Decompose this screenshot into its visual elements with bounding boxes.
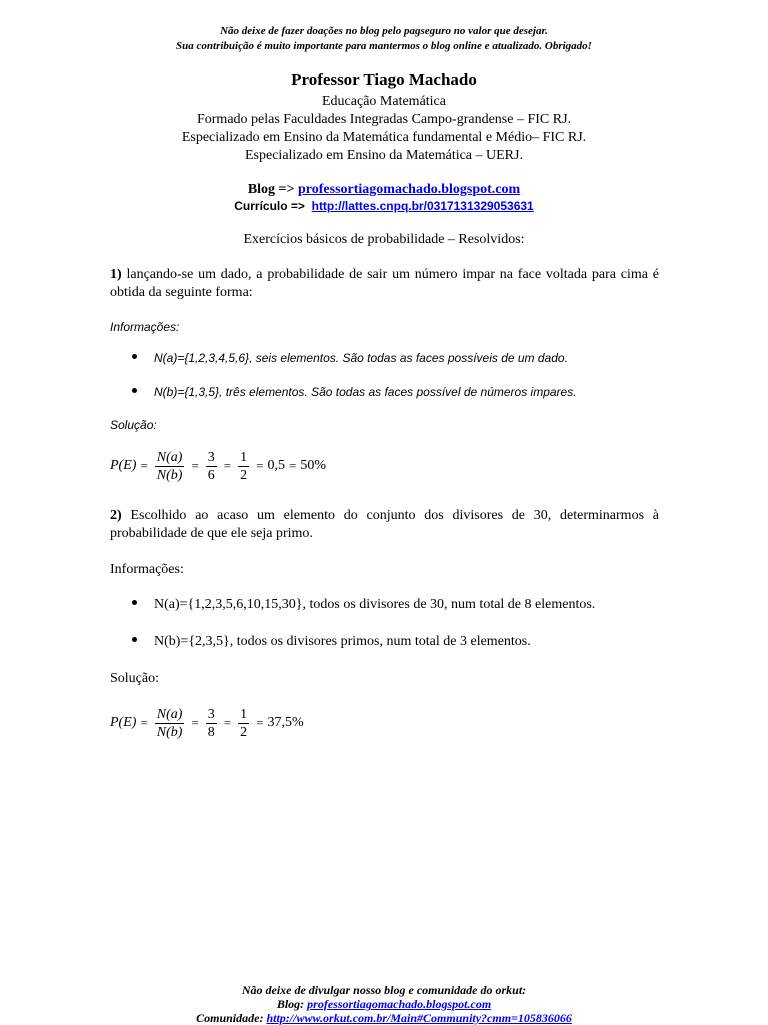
blog-link-row xyxy=(0,181,768,198)
fraction-denominator: 2 xyxy=(240,724,248,740)
exercise-2-bullet-2 xyxy=(132,634,672,650)
exercise-2-info-label: Informações: xyxy=(110,562,184,577)
author-name: Professor Tiago Machado xyxy=(291,70,477,89)
formula-decimal: 0,5 xyxy=(267,458,285,473)
fraction-3-6 xyxy=(206,449,217,484)
fraction-denominator: 2 xyxy=(240,467,248,483)
fraction-denominator: N(b) xyxy=(156,467,183,483)
bullet-icon xyxy=(132,600,137,605)
author-line-2: Formado pelas Faculdades Integradas Campo-grandense – FIC RJ. xyxy=(196,112,572,127)
exercise-2-bullet-1-text: N(a)={1,2,3,5,6,10,15,30}, todos os divisores de 30, num total de 8 elementos. xyxy=(154,597,596,612)
blog-link[interactable]: professortiagomachado.blogspot.com xyxy=(298,182,521,197)
fraction-numerator: N(a) xyxy=(156,706,183,722)
fraction-denominator: 6 xyxy=(207,467,215,483)
equals-sign: = xyxy=(191,458,199,473)
fraction-na-nb xyxy=(155,706,185,741)
equals-sign: = xyxy=(223,715,232,730)
cv-label: Currículo => xyxy=(234,199,305,213)
exercise-1-statement xyxy=(110,266,659,302)
author-line-1: Educação Matemática xyxy=(322,94,446,109)
donation-note-line-2: Sua contribuição é muito importante para mantermos o blog online e atualizado. Obrigado! xyxy=(176,40,592,52)
exercise-1-bullet-2-text: N(b)={1,3,5}, três elementos. São todas as faces possível de números impares. xyxy=(154,385,577,399)
footer-blog-link[interactable]: professortiagomachado.blogspot.com xyxy=(307,997,492,1011)
donation-note-line-1: Não deixe de fazer doações no blog pelo pagseguro no valor que desejar. xyxy=(220,25,548,37)
page-subtitle: Exercícios básicos de probabilidade – Resolvidos: xyxy=(243,232,525,247)
exercise-2-solution-label: Solução: xyxy=(110,671,159,686)
fraction-numerator: 3 xyxy=(207,449,215,465)
footer-blog-label: Blog: xyxy=(276,997,305,1011)
bullet-icon xyxy=(132,637,137,642)
footer-community-row xyxy=(0,1011,768,1025)
blog-label: Blog => xyxy=(247,182,295,197)
fraction-1-2 xyxy=(238,706,249,741)
footer-community-link[interactable]: http://www.orkut.com.br/Main#Community?cmm=105836066 xyxy=(266,1011,572,1025)
equals-sign: = xyxy=(223,458,232,473)
exercise-2-statement xyxy=(110,507,659,543)
equals-sign: = xyxy=(140,458,148,473)
exercise-1-text: lançando-se um dado, a probabilidade de sair um número impar na face voltada para cima é obtida da seguinte forma: xyxy=(110,267,659,300)
exercise-1-formula xyxy=(110,444,326,488)
footer-community-label: Comunidade: xyxy=(196,1011,264,1025)
equals-sign: = xyxy=(191,715,199,730)
author-line-4: Especializado em Ensino da Matemática – UERJ. xyxy=(245,148,523,163)
fraction-1-2 xyxy=(238,449,249,484)
exercise-1-info-label: Informações: xyxy=(110,320,180,334)
exercise-2-number: 2) xyxy=(110,508,122,523)
fraction-numerator: 1 xyxy=(240,706,248,722)
donation-note xyxy=(0,24,768,54)
page-footer xyxy=(0,983,768,1025)
bullet-icon xyxy=(132,354,137,359)
formula-lhs: P(E) xyxy=(110,715,137,730)
formula-percent: 37,5% xyxy=(267,715,304,730)
bullet-icon xyxy=(132,388,137,393)
exercise-2-text: Escolhido ao acaso um elemento do conjunto dos divisores de 30, determinarmos à probabilidade de que ele seja primo. xyxy=(110,508,660,541)
author-header xyxy=(0,69,768,165)
exercise-1-bullet-1 xyxy=(132,351,672,365)
author-links xyxy=(0,181,768,214)
exercise-1-bullet-1-text: N(a)={1,2,3,4,5,6}, seis elementos. São todas as faces possíveis de um dado. xyxy=(154,351,568,365)
author-line-3: Especializado em Ensino da Matemática fundamental e Médio– FIC RJ. xyxy=(181,130,587,145)
equals-sign: = xyxy=(256,458,264,473)
exercise-2-bullet-1 xyxy=(132,597,672,613)
equals-sign: = xyxy=(140,715,148,730)
footer-line-1: Não deixe de divulgar nosso blog e comunidade do orkut: xyxy=(241,983,527,997)
exercise-1-solution-label: Solução: xyxy=(110,418,157,432)
exercise-2-formula xyxy=(110,701,304,745)
cv-link-row xyxy=(0,198,768,214)
fraction-numerator: 1 xyxy=(240,449,248,465)
footer-blog-row xyxy=(0,997,768,1011)
fraction-na-nb xyxy=(155,449,185,484)
fraction-denominator: 8 xyxy=(207,724,215,740)
fraction-denominator: N(b) xyxy=(156,724,183,740)
formula-percent: 50% xyxy=(300,458,326,473)
fraction-numerator: 3 xyxy=(207,706,215,722)
equals-sign: = xyxy=(288,458,297,473)
fraction-numerator: N(a) xyxy=(156,449,183,465)
exercise-1-number: 1) xyxy=(110,267,122,282)
formula-lhs: P(E) xyxy=(110,458,137,473)
cv-link[interactable]: http://lattes.cnpq.br/0317131329053631 xyxy=(311,199,534,213)
exercise-1-bullet-2 xyxy=(132,385,672,399)
equals-sign: = xyxy=(256,715,264,730)
exercise-2-bullet-2-text: N(b)={2,3,5}, todos os divisores primos, num total de 3 elementos. xyxy=(154,634,531,649)
fraction-3-8 xyxy=(206,706,217,741)
